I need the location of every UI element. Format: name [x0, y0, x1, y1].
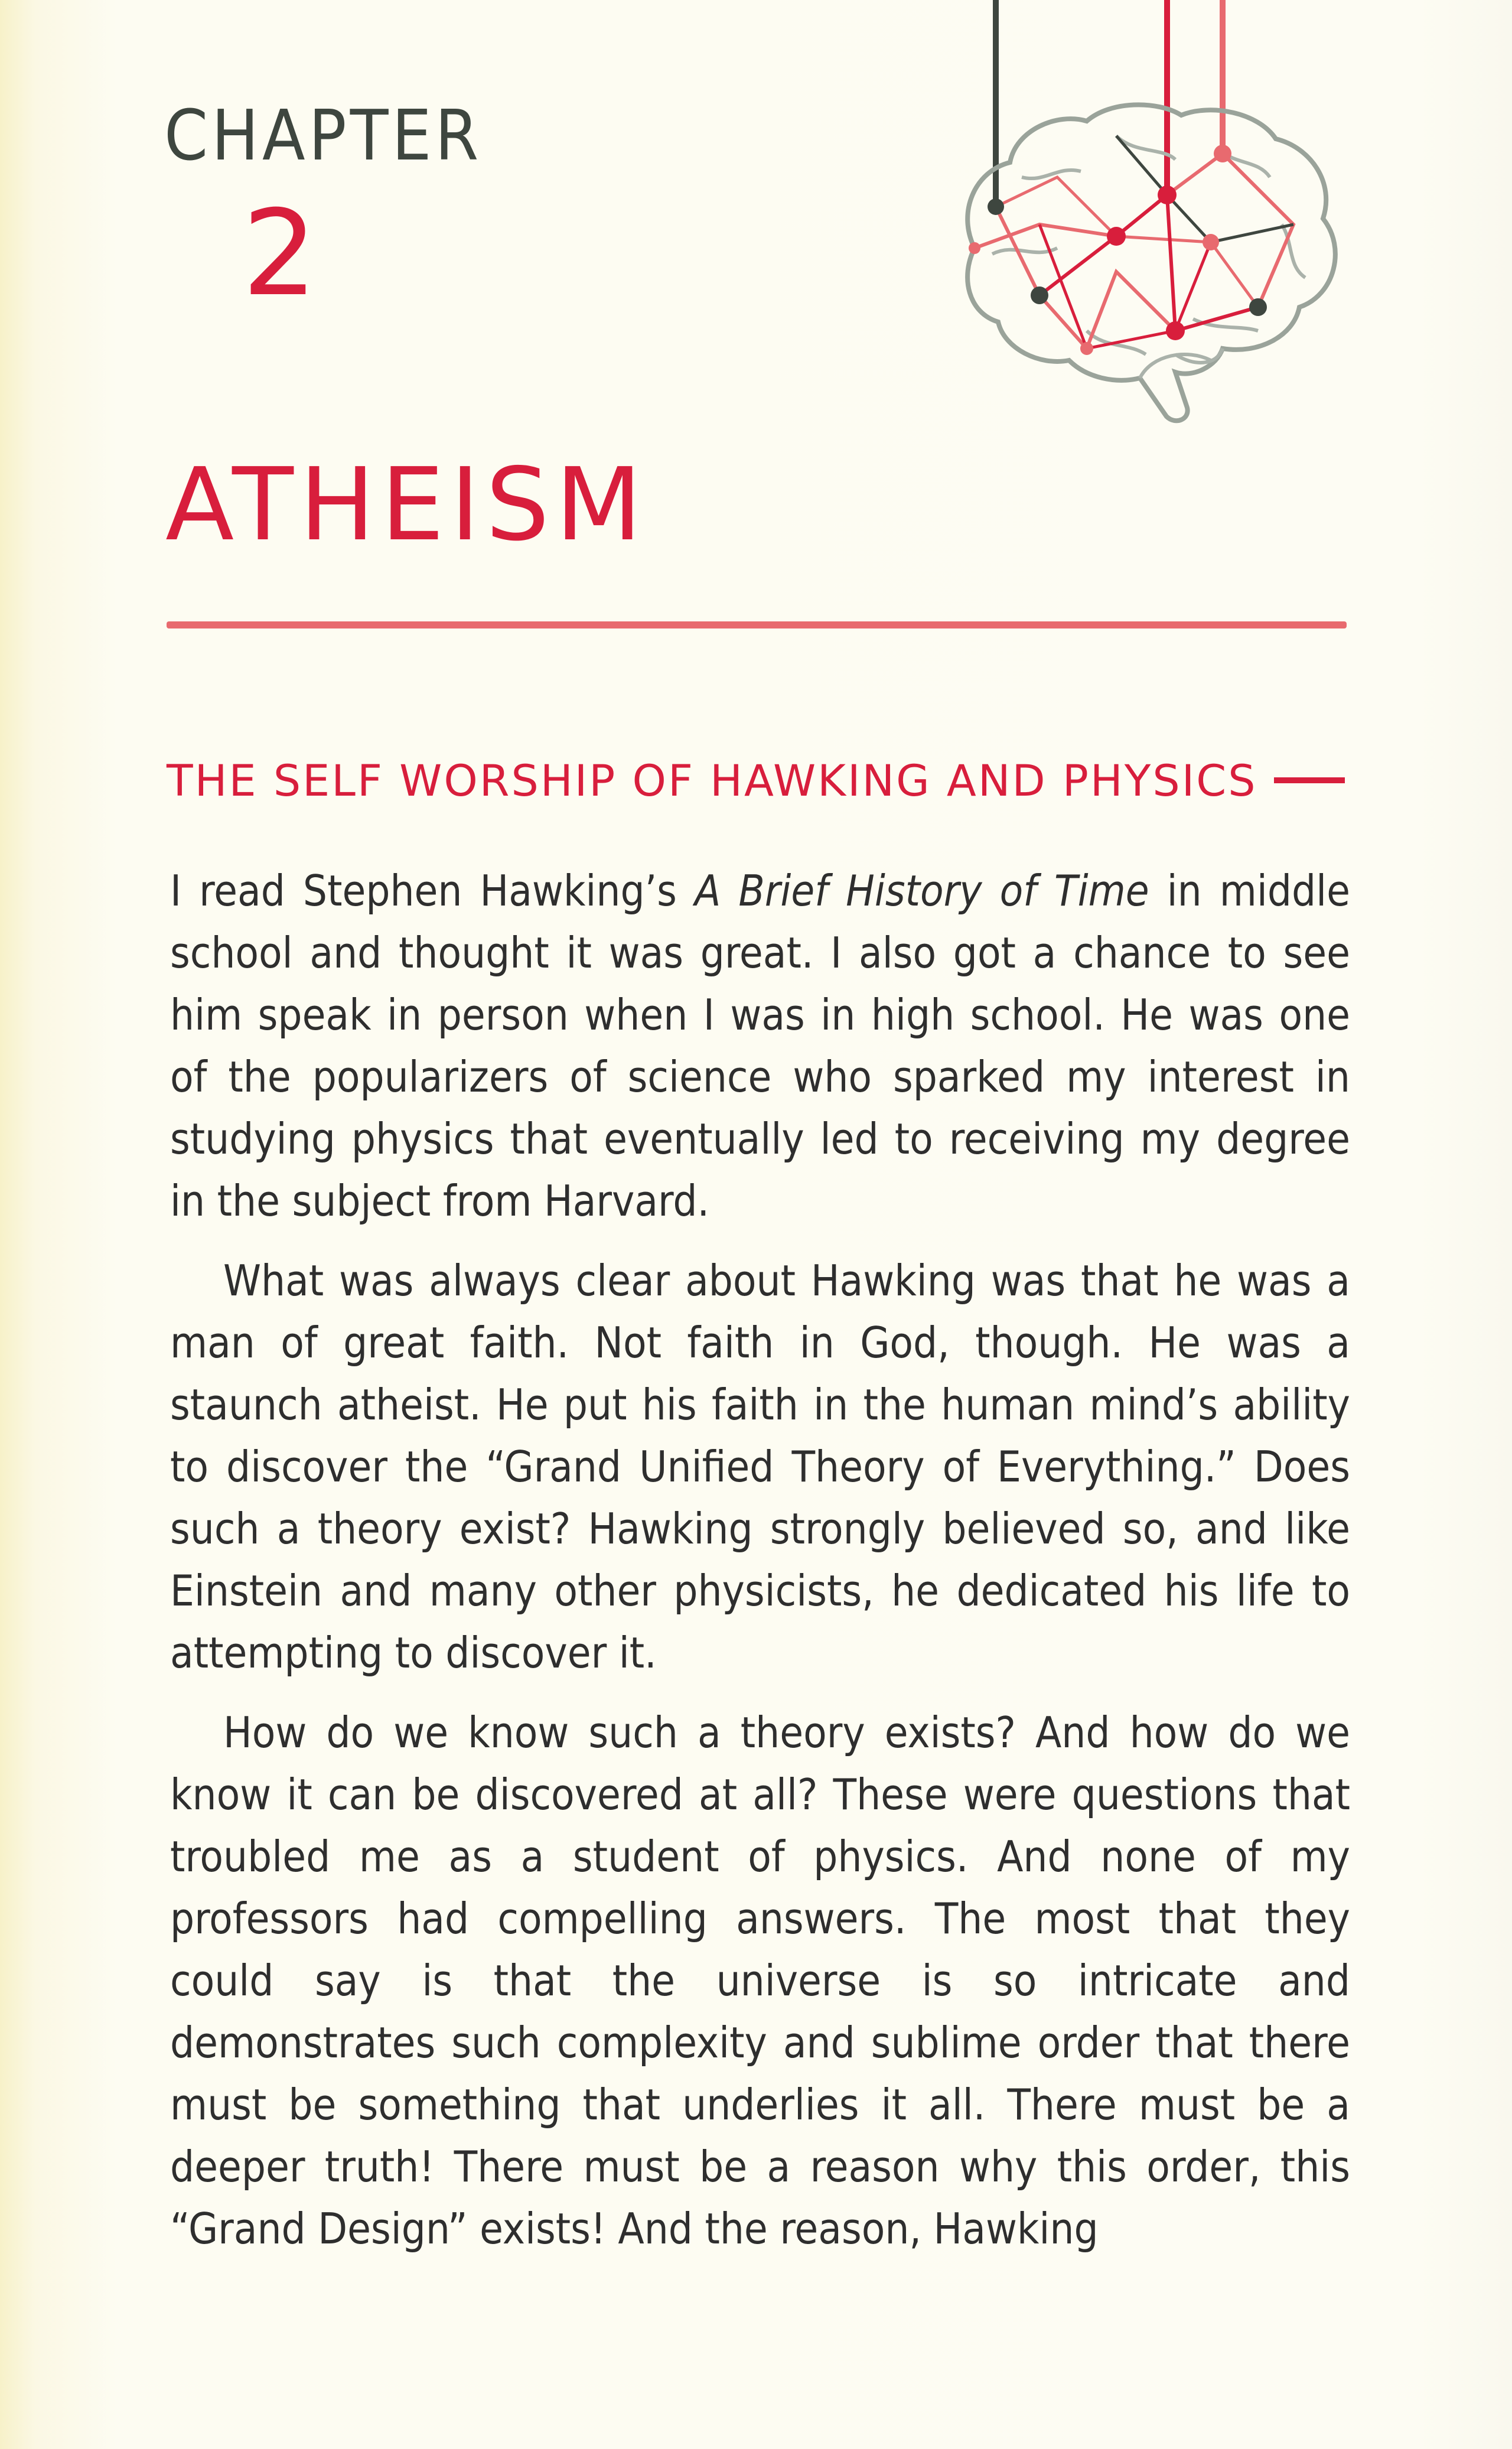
paragraph-3: How do we know such a theory exists? And how do we know it can be discovered at all? These were questions that troubled me as a student of physics. And none of my professors had compelling answers. The most that they could say is that the universe is so intricate and demonstrates such complexity and sublime order that there must be something that underlies it all. There must be a deeper truth! There must be a reason why this order, this “Grand Design” exists! And the reason, Hawking: [170, 1708, 1350, 2253]
paragraph-1: [170, 860, 1350, 1232]
chapter-label: CHAPTER: [164, 95, 483, 176]
paragraph-1-end: in middle school and thought it was great. I also got a chance to see him speak in person when I was in high school. He was one of the popularizers of science who sparked my interest in studying physics that eventually led to receiving my degree in the subject from Harvard.: [170, 866, 1350, 1226]
chapter-number: 2: [242, 185, 318, 323]
section-dash: [1274, 777, 1345, 783]
chapter-title: ATHEISM: [165, 447, 648, 564]
section-heading: [167, 756, 1345, 806]
brain-network-icon: [939, 0, 1353, 437]
section-heading-text: THE SELF WORSHIP OF HAWKING AND PHYSICS: [167, 756, 1257, 806]
title-divider: [167, 621, 1347, 628]
paragraph-2: What was always clear about Hawking was that he was a man of great faith. Not faith in God, though. He was a staunch atheist. He put his faith in the human mind’s ability to discover the “Grand Unified Theory of Everything.” Does such a theory exist? Hawking strongly believed so, and like Einstein and many other physicists, he dedicated his life to attempting to discover it.: [170, 1256, 1350, 1678]
body-text: [170, 860, 1350, 2278]
book-title: A Brief History of Time: [694, 866, 1149, 916]
paragraph-1-start: I read Stephen Hawking’s: [170, 866, 695, 916]
